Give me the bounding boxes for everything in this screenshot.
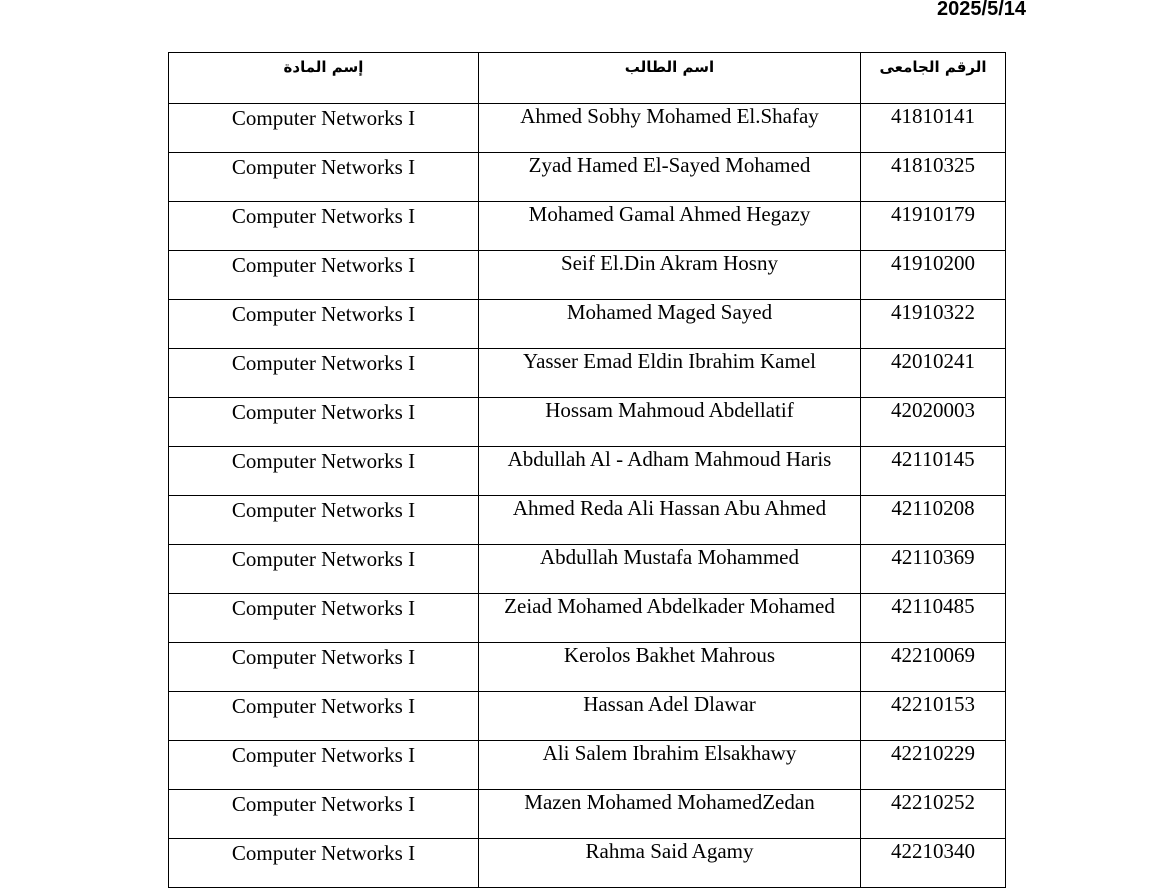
student-id-cell: 41910322 <box>861 300 1006 349</box>
student-name-cell: Ahmed Sobhy Mohamed El.Shafay <box>479 104 861 153</box>
subject-cell: Computer Networks I <box>169 251 479 300</box>
table-row <box>169 104 1006 153</box>
table-row <box>169 202 1006 251</box>
student-id-cell: 42110485 <box>861 594 1006 643</box>
table-row <box>169 545 1006 594</box>
student-id-cell: 42110208 <box>861 496 1006 545</box>
table-row <box>169 692 1006 741</box>
table-row <box>169 643 1006 692</box>
subject-cell: Computer Networks I <box>169 202 479 251</box>
table-row <box>169 741 1006 790</box>
table-row <box>169 496 1006 545</box>
student-name-cell: Seif El.Din Akram Hosny <box>479 251 861 300</box>
student-name-cell: Hassan Adel Dlawar <box>479 692 861 741</box>
student-id-cell: 42210153 <box>861 692 1006 741</box>
student-name-cell: Rahma Said Agamy <box>479 839 861 888</box>
subject-cell: Computer Networks I <box>169 496 479 545</box>
student-id-cell: 42210340 <box>861 839 1006 888</box>
table-header-row <box>169 53 1006 104</box>
subject-cell: Computer Networks I <box>169 447 479 496</box>
student-name-cell: Hossam Mahmoud Abdellatif <box>479 398 861 447</box>
column-header-subject: إسم المادة <box>169 53 479 104</box>
student-name-cell: Mohamed Maged Sayed <box>479 300 861 349</box>
table-row <box>169 594 1006 643</box>
student-id-cell: 42210069 <box>861 643 1006 692</box>
student-id-cell: 42020003 <box>861 398 1006 447</box>
student-id-cell: 41910179 <box>861 202 1006 251</box>
table-row <box>169 447 1006 496</box>
subject-cell: Computer Networks I <box>169 300 479 349</box>
student-id-cell: 42110369 <box>861 545 1006 594</box>
student-name-cell: Zyad Hamed El-Sayed Mohamed <box>479 153 861 202</box>
student-name-cell: Ali Salem Ibrahim Elsakhawy <box>479 741 861 790</box>
table-row <box>169 839 1006 888</box>
student-id-cell: 42110145 <box>861 447 1006 496</box>
student-id-cell: 41810325 <box>861 153 1006 202</box>
subject-cell: Computer Networks I <box>169 692 479 741</box>
student-id-cell: 42210252 <box>861 790 1006 839</box>
table-row <box>169 300 1006 349</box>
student-id-cell: 41810141 <box>861 104 1006 153</box>
student-name-cell: Mazen Mohamed MohamedZedan <box>479 790 861 839</box>
student-id-cell: 42010241 <box>861 349 1006 398</box>
subject-cell: Computer Networks I <box>169 741 479 790</box>
subject-cell: Computer Networks I <box>169 545 479 594</box>
subject-cell: Computer Networks I <box>169 594 479 643</box>
column-header-student-name: اسم الطالب <box>479 53 861 104</box>
student-roster-table <box>168 52 1006 888</box>
table-row <box>169 349 1006 398</box>
student-name-cell: Mohamed Gamal Ahmed Hegazy <box>479 202 861 251</box>
student-name-cell: Abdullah Al - Adham Mahmoud Haris <box>479 447 861 496</box>
table-row <box>169 790 1006 839</box>
student-name-cell: Yasser Emad Eldin Ibrahim Kamel <box>479 349 861 398</box>
student-id-cell: 41910200 <box>861 251 1006 300</box>
student-name-cell: Abdullah Mustafa Mohammed <box>479 545 861 594</box>
column-header-student-id: الرقم الجامعى <box>861 53 1006 104</box>
subject-cell: Computer Networks I <box>169 349 479 398</box>
student-id-cell: 42210229 <box>861 741 1006 790</box>
student-name-cell: Ahmed Reda Ali Hassan Abu Ahmed <box>479 496 861 545</box>
document-date: 2025/5/14 <box>937 0 1026 20</box>
table-row <box>169 251 1006 300</box>
student-name-cell: Kerolos Bakhet Mahrous <box>479 643 861 692</box>
subject-cell: Computer Networks I <box>169 839 479 888</box>
subject-cell: Computer Networks I <box>169 643 479 692</box>
subject-cell: Computer Networks I <box>169 104 479 153</box>
table-body <box>169 104 1006 888</box>
subject-cell: Computer Networks I <box>169 790 479 839</box>
student-name-cell: Zeiad Mohamed Abdelkader Mohamed <box>479 594 861 643</box>
table-row <box>169 153 1006 202</box>
subject-cell: Computer Networks I <box>169 153 479 202</box>
table-row <box>169 398 1006 447</box>
subject-cell: Computer Networks I <box>169 398 479 447</box>
